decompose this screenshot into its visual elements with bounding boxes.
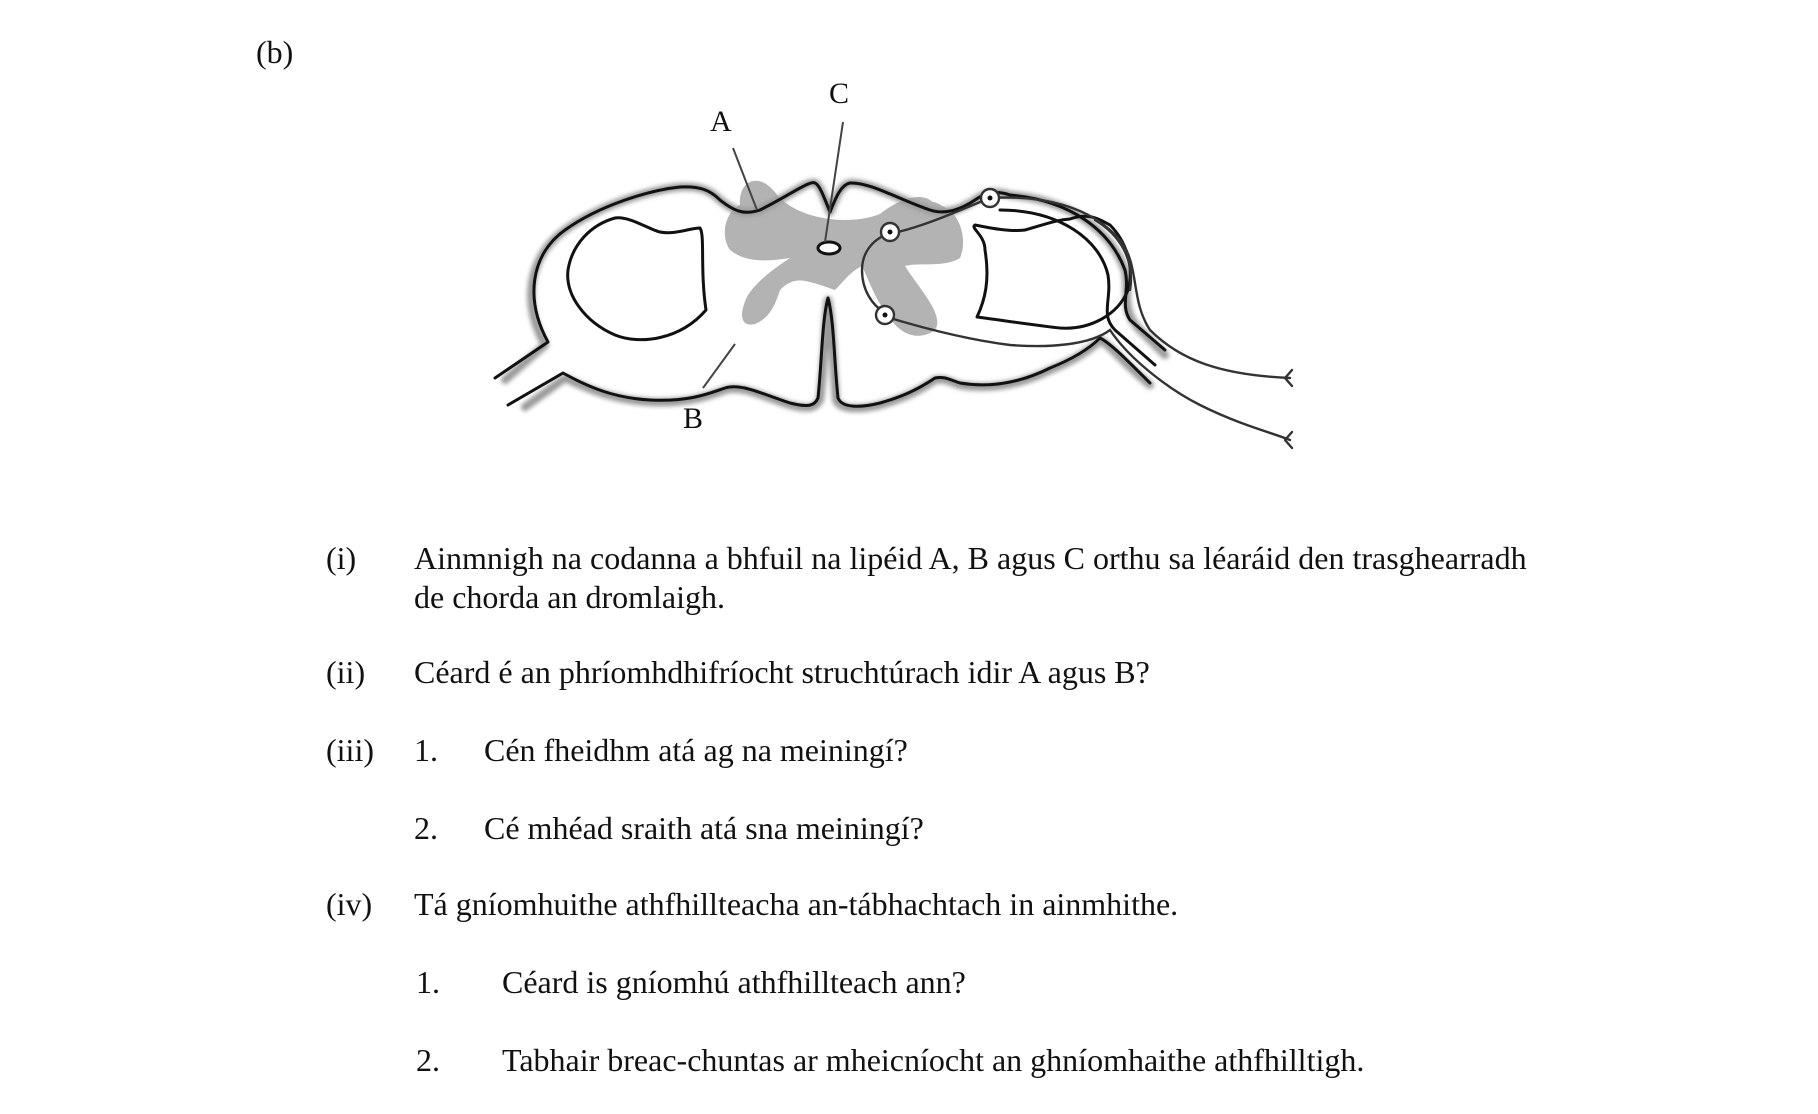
question-text: Céard é an phríomhdhifríocht struchtúrach idir A agus B? bbox=[414, 654, 1150, 690]
question-number: (i) bbox=[326, 540, 357, 576]
question-number: (ii) bbox=[326, 654, 366, 690]
question-number: (iii) bbox=[326, 732, 374, 768]
grey-matter bbox=[725, 181, 963, 336]
question-text-line1: Ainmnigh na codanna a bhfuil na lipéid A, B agus C orthu sa léaráid den trasghearradh bbox=[414, 540, 1527, 576]
sub-question-number: 1. bbox=[414, 732, 438, 768]
sub-question-text: Tabhair breac-chuntas ar mheicníocht an ghníomhaithe athfhilltigh. bbox=[502, 1042, 1365, 1078]
sub-question-text: Cé mhéad sraith atá sna meiningí? bbox=[484, 810, 924, 846]
sub-question-number: 2. bbox=[414, 810, 438, 846]
label-b: B bbox=[683, 402, 704, 435]
question-text: Tá gníomhuithe athfhillteacha an-tábhachtach in ainmhithe. bbox=[414, 886, 1179, 922]
label-c: C bbox=[829, 77, 850, 110]
central-canal bbox=[818, 242, 840, 254]
sub-question-text: Céard is gníomhú athfhillteach ann? bbox=[502, 964, 966, 1000]
spinal-cord-diagram bbox=[0, 0, 1818, 480]
sub-question-number: 2. bbox=[416, 1042, 440, 1078]
part-label: (b) bbox=[256, 34, 294, 70]
sub-question-number: 1. bbox=[416, 964, 440, 1000]
question-number: (iv) bbox=[326, 886, 373, 922]
question-text-line2: de chorda an dromlaigh. bbox=[414, 579, 725, 615]
sub-question-text: Cén fheidhm atá ag na meiningí? bbox=[484, 732, 908, 768]
meninges-outline bbox=[495, 183, 1165, 409]
label-a: A bbox=[710, 105, 732, 138]
